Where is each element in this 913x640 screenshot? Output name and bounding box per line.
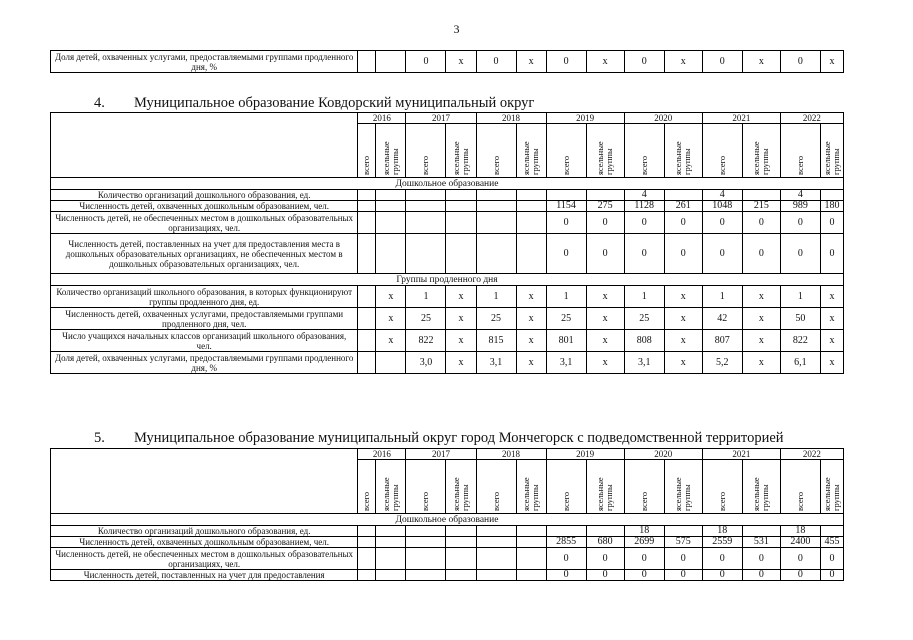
table-cell <box>358 570 376 581</box>
row-label: Численность детей, охваченных дошкольным образованием, чел. <box>51 201 358 212</box>
subheader-all-text: всего <box>361 491 372 511</box>
table-cell <box>406 212 446 234</box>
table-cell: 0 <box>742 548 780 570</box>
table-cell: 1 <box>546 286 586 308</box>
table-cell: 180 <box>820 201 843 212</box>
table-cell: 455 <box>820 537 843 548</box>
table-cell: 0 <box>820 570 843 581</box>
table-cell: x <box>742 51 780 73</box>
table-cell: x <box>446 330 476 352</box>
table-cell <box>358 526 376 537</box>
subheader-nursery-text: ясельные группы <box>751 476 771 511</box>
table-cell <box>358 537 376 548</box>
subheader-all-text: всего <box>638 491 649 511</box>
group-heading: Группы продленного дня <box>51 274 844 286</box>
table-cell <box>516 570 546 581</box>
table-cell: x <box>820 51 843 73</box>
table-cell: 0 <box>780 234 820 274</box>
table-cell: 1 <box>476 286 516 308</box>
table-cell <box>406 526 446 537</box>
table-cell: 808 <box>624 330 664 352</box>
table-cell <box>586 190 624 201</box>
table-cell: 0 <box>702 51 742 73</box>
table-cell: 215 <box>742 201 780 212</box>
table-cell: 0 <box>742 212 780 234</box>
table-cell: 0 <box>664 548 702 570</box>
row-label: Численность детей, охваченных дошкольным образованием, чел. <box>51 537 358 548</box>
table-cell: 0 <box>702 570 742 581</box>
table-cell: x <box>742 330 780 352</box>
group-heading: Дошкольное образование <box>51 178 844 190</box>
subheader-nursery <box>820 460 843 514</box>
table-cell <box>516 201 546 212</box>
table-cell: 0 <box>820 548 843 570</box>
table-cell: x <box>586 330 624 352</box>
row-label: Численность детей, не обеспеченных местом в дошкольных образовательных организациях, чел. <box>51 548 358 570</box>
subheader-all <box>406 460 446 514</box>
year-header: 2020 <box>624 449 702 460</box>
table-cell <box>546 526 586 537</box>
section-5-heading <box>94 430 784 447</box>
table-cell: x <box>742 286 780 308</box>
row-label: Количество организаций дошкольного образования, ед. <box>51 190 358 201</box>
year-header: 2018 <box>476 113 546 124</box>
header-row-years <box>51 449 844 460</box>
header-label-cell <box>51 113 358 178</box>
table-cell: 0 <box>546 234 586 274</box>
table-cell: 2559 <box>702 537 742 548</box>
row-label: Доля детей, охваченных услугами, предоставляемыми группами продленного дня, % <box>51 51 358 73</box>
table-cell <box>376 234 406 274</box>
table-cell: x <box>820 286 843 308</box>
table-cell: 2855 <box>546 537 586 548</box>
table-cell: 25 <box>624 308 664 330</box>
table-cell: 42 <box>702 308 742 330</box>
table-cell <box>406 548 446 570</box>
table-cell: 0 <box>780 212 820 234</box>
row-label: Численность детей, поставленных на учет для предоставления <box>51 570 358 581</box>
table-cell: 1 <box>780 286 820 308</box>
subheader-all-text: всего <box>716 155 727 175</box>
subheader-nursery <box>586 460 624 514</box>
subheader-all-text: всего <box>638 155 649 175</box>
table-cell: x <box>586 352 624 374</box>
table-cell: 4 <box>702 190 742 201</box>
table-cell: 275 <box>586 201 624 212</box>
table-cell: 0 <box>586 570 624 581</box>
table-cell: 0 <box>624 51 664 73</box>
table-row <box>51 352 844 374</box>
year-header: 2019 <box>546 113 624 124</box>
section-5-title: Муниципальное образование муниципальный округ город Мончегорск с подведомственной территорией <box>134 430 784 446</box>
section-5-number: 5. <box>94 430 105 446</box>
page-number: 3 <box>453 22 460 36</box>
subheader-nursery <box>820 124 843 178</box>
table-cell: 0 <box>624 548 664 570</box>
subheader-nursery <box>446 124 476 178</box>
subheader-nursery-text: ясельные группы <box>751 140 771 175</box>
subheader-nursery <box>376 124 406 178</box>
table-cell: 0 <box>624 570 664 581</box>
table-cell <box>476 212 516 234</box>
table-cell: 3,1 <box>624 352 664 374</box>
table-cell: 0 <box>664 570 702 581</box>
table-cell <box>358 51 376 73</box>
subheader-nursery-text: ясельные группы <box>380 140 400 175</box>
table-row <box>51 548 844 570</box>
table-cell: 1 <box>624 286 664 308</box>
table-cell: 0 <box>780 548 820 570</box>
table-cell <box>376 51 406 73</box>
table-cell: 0 <box>742 234 780 274</box>
table-cell: 1 <box>406 286 446 308</box>
table-cell: 0 <box>546 51 586 73</box>
table-cell: 0 <box>664 234 702 274</box>
table-cell <box>516 212 546 234</box>
year-header: 2017 <box>406 449 476 460</box>
table-cell <box>446 570 476 581</box>
table-cell: 1154 <box>546 201 586 212</box>
table-cell: x <box>376 286 406 308</box>
table-cell: 531 <box>742 537 780 548</box>
table-cell <box>476 548 516 570</box>
table-cell: 822 <box>780 330 820 352</box>
subheader-nursery <box>376 460 406 514</box>
table-cell <box>476 234 516 274</box>
table-row <box>51 286 844 308</box>
subheader-all-text: всего <box>794 491 805 511</box>
subheader-all-text: всего <box>560 491 571 511</box>
table-cell: 0 <box>476 51 516 73</box>
table-cell <box>476 526 516 537</box>
table-cell: 18 <box>702 526 742 537</box>
year-header: 2021 <box>702 113 780 124</box>
row-label: Количество организаций школьного образования, в которых функционируют группы продленного дня, ед. <box>51 286 358 308</box>
table-cell <box>516 526 546 537</box>
table-cell: 989 <box>780 201 820 212</box>
table-section-4 <box>50 112 844 374</box>
table-row <box>51 570 844 581</box>
table-cell <box>586 526 624 537</box>
row-label: Количество организаций дошкольного образования, ед. <box>51 526 358 537</box>
table-cell <box>664 526 702 537</box>
table-cell <box>446 190 476 201</box>
table-cell <box>376 526 406 537</box>
table-cell: 815 <box>476 330 516 352</box>
table-cell: 0 <box>820 212 843 234</box>
subheader-all <box>358 124 376 178</box>
subheader-nursery <box>742 460 780 514</box>
table-cell: 801 <box>546 330 586 352</box>
group-heading: Дошкольное образование <box>51 514 844 526</box>
subheader-nursery-text: ясельные группы <box>595 140 615 175</box>
subheader-nursery <box>516 460 546 514</box>
table-cell <box>376 212 406 234</box>
subheader-nursery-text: ясельные группы <box>821 476 841 511</box>
table-cell <box>446 234 476 274</box>
table-cell: x <box>664 286 702 308</box>
subheader-all-text: всего <box>420 155 431 175</box>
subheader-nursery-text: ясельные группы <box>673 476 693 511</box>
table-cell: 0 <box>546 570 586 581</box>
table-cell: 4 <box>624 190 664 201</box>
table-cell: 5,2 <box>702 352 742 374</box>
table-cell: x <box>516 308 546 330</box>
subheader-all <box>780 124 820 178</box>
table-cell: x <box>664 330 702 352</box>
table-cell: 0 <box>702 212 742 234</box>
table-cell: 680 <box>586 537 624 548</box>
table-cell: 0 <box>742 570 780 581</box>
year-header: 2016 <box>358 113 406 124</box>
table-cell <box>376 548 406 570</box>
table-cell: 18 <box>780 526 820 537</box>
table-cell <box>476 537 516 548</box>
subheader-nursery-text: ясельные группы <box>521 140 541 175</box>
table-cell: x <box>376 330 406 352</box>
table-cell: 0 <box>702 548 742 570</box>
subheader-all <box>476 460 516 514</box>
table-cell: 1048 <box>702 201 742 212</box>
table-row <box>51 212 844 234</box>
section-4-title: Муниципальное образование Ковдорский муниципальный округ <box>134 95 535 111</box>
year-header: 2019 <box>546 449 624 460</box>
subheader-all <box>476 124 516 178</box>
table-cell <box>516 537 546 548</box>
subheader-all <box>406 124 446 178</box>
table-cell: 575 <box>664 537 702 548</box>
year-header: 2017 <box>406 113 476 124</box>
table-cell: 3,0 <box>406 352 446 374</box>
subheader-nursery <box>664 460 702 514</box>
table-cell <box>516 234 546 274</box>
table-cell: 1 <box>702 286 742 308</box>
table-cell: x <box>516 352 546 374</box>
table-row <box>51 330 844 352</box>
table-cell: x <box>446 51 476 73</box>
table-cell: x <box>376 308 406 330</box>
table-row <box>51 201 844 212</box>
table-cell <box>376 537 406 548</box>
table-row <box>51 234 844 274</box>
table-cell: 0 <box>586 212 624 234</box>
table-cell: 25 <box>406 308 446 330</box>
table-cell: 2400 <box>780 537 820 548</box>
table-cell <box>406 570 446 581</box>
table-cell: x <box>586 308 624 330</box>
table-cell <box>664 190 702 201</box>
table-cell: 0 <box>546 212 586 234</box>
table-cell: x <box>586 51 624 73</box>
subheader-nursery-text: ясельные группы <box>595 476 615 511</box>
table-cell: 0 <box>780 570 820 581</box>
table-cell: 4 <box>780 190 820 201</box>
table-cell: x <box>820 330 843 352</box>
subheader-all <box>702 124 742 178</box>
table-continuation <box>50 50 844 73</box>
table-cell: 25 <box>476 308 516 330</box>
table-cell: 0 <box>546 548 586 570</box>
table-cell <box>446 212 476 234</box>
group-row <box>51 274 844 286</box>
section-4-number: 4. <box>94 95 105 111</box>
table-cell: 2699 <box>624 537 664 548</box>
year-header: 2020 <box>624 113 702 124</box>
table-cell: 3,1 <box>546 352 586 374</box>
table-cell <box>358 234 376 274</box>
table-cell: x <box>664 352 702 374</box>
table-cell: 0 <box>624 234 664 274</box>
table-cell: x <box>664 51 702 73</box>
subheader-all <box>702 460 742 514</box>
table-cell: 0 <box>586 548 624 570</box>
header-row-years <box>51 113 844 124</box>
year-header: 2018 <box>476 449 546 460</box>
table-cell: 261 <box>664 201 702 212</box>
table-cell <box>476 570 516 581</box>
table-cell <box>358 308 376 330</box>
table-cell <box>406 190 446 201</box>
table-section-5 <box>50 448 844 581</box>
subheader-nursery-text: ясельные группы <box>521 476 541 511</box>
subheader-nursery <box>742 124 780 178</box>
table-cell <box>446 537 476 548</box>
table-cell <box>376 352 406 374</box>
table-row <box>51 190 844 201</box>
table-row <box>51 51 844 73</box>
subheader-all-text: всего <box>361 155 372 175</box>
table-cell: x <box>664 308 702 330</box>
table-row <box>51 308 844 330</box>
table-cell <box>446 526 476 537</box>
row-label: Доля детей, охваченных услугами, предоставляемыми группами продленного дня, % <box>51 352 358 374</box>
table-cell <box>358 190 376 201</box>
table-cell: x <box>742 308 780 330</box>
table-cell <box>476 190 516 201</box>
header-label-cell <box>51 449 358 514</box>
table-cell: 6,1 <box>780 352 820 374</box>
table-cell: 0 <box>624 212 664 234</box>
table-cell: 50 <box>780 308 820 330</box>
table-cell <box>742 526 780 537</box>
table-cell <box>406 234 446 274</box>
year-header: 2022 <box>780 449 843 460</box>
table-cell <box>742 190 780 201</box>
group-row <box>51 514 844 526</box>
table-cell <box>476 201 516 212</box>
table-cell: 18 <box>624 526 664 537</box>
year-header: 2022 <box>780 113 843 124</box>
table-cell: x <box>820 308 843 330</box>
table-cell <box>358 330 376 352</box>
subheader-all <box>780 460 820 514</box>
table-cell: x <box>516 286 546 308</box>
subheader-nursery <box>516 124 546 178</box>
subheader-nursery <box>664 124 702 178</box>
group-row <box>51 178 844 190</box>
table-cell: 0 <box>664 212 702 234</box>
subheader-all <box>546 460 586 514</box>
subheader-nursery-text: ясельные группы <box>450 140 470 175</box>
subheader-all <box>624 124 664 178</box>
row-label: Численность детей, поставленных на учет для предоставления места в дошкольных образовательных организациях, не обеспеченных местом в дошкольных образовательных организациях, чел. <box>51 234 358 274</box>
table-cell: 25 <box>546 308 586 330</box>
table-cell <box>820 526 843 537</box>
table-cell <box>376 201 406 212</box>
subheader-nursery <box>446 460 476 514</box>
table-cell <box>358 286 376 308</box>
table-cell: x <box>516 330 546 352</box>
table-row <box>51 537 844 548</box>
subheader-all <box>624 460 664 514</box>
section-4-heading <box>94 95 534 112</box>
subheader-all-text: всего <box>420 491 431 511</box>
table-cell: x <box>446 308 476 330</box>
table-cell: x <box>446 352 476 374</box>
year-header: 2016 <box>358 449 406 460</box>
row-label: Численность детей, не обеспеченных местом в дошкольных образовательных организациях, чел. <box>51 212 358 234</box>
table-cell: x <box>586 286 624 308</box>
subheader-nursery-text: ясельные группы <box>821 140 841 175</box>
table-cell: 822 <box>406 330 446 352</box>
table-cell <box>406 537 446 548</box>
table-row <box>51 526 844 537</box>
table-cell <box>406 201 446 212</box>
table-cell: 0 <box>586 234 624 274</box>
subheader-nursery <box>586 124 624 178</box>
subheader-all-text: всего <box>716 491 727 511</box>
table-cell: 0 <box>702 234 742 274</box>
table-cell: x <box>742 352 780 374</box>
subheader-all-text: всего <box>560 155 571 175</box>
subheader-all <box>546 124 586 178</box>
table-cell <box>820 190 843 201</box>
table-cell: x <box>820 352 843 374</box>
table-cell <box>516 190 546 201</box>
table-cell <box>358 212 376 234</box>
table-cell: 0 <box>820 234 843 274</box>
table-cell <box>358 352 376 374</box>
table-cell: 0 <box>406 51 446 73</box>
table-cell <box>358 548 376 570</box>
table-cell <box>516 548 546 570</box>
table-cell <box>446 201 476 212</box>
subheader-all-text: всего <box>490 491 501 511</box>
table-cell: 1128 <box>624 201 664 212</box>
table-cell <box>446 548 476 570</box>
table-cell <box>546 190 586 201</box>
row-label: Численность детей, охваченных услугами, предоставляемыми группами продленного дня, чел. <box>51 308 358 330</box>
year-header: 2021 <box>702 449 780 460</box>
table-cell: x <box>446 286 476 308</box>
table-cell <box>376 570 406 581</box>
subheader-nursery-text: ясельные группы <box>673 140 693 175</box>
row-label: Число учащихся начальных классов организаций школьного образования, чел. <box>51 330 358 352</box>
table-cell: x <box>516 51 546 73</box>
table-cell <box>376 190 406 201</box>
table-cell <box>358 201 376 212</box>
subheader-nursery-text: ясельные группы <box>450 476 470 511</box>
subheader-all <box>358 460 376 514</box>
table-cell: 3,1 <box>476 352 516 374</box>
table-cell: 0 <box>780 51 820 73</box>
subheader-nursery-text: ясельные группы <box>380 476 400 511</box>
subheader-all-text: всего <box>794 155 805 175</box>
table-cell: 807 <box>702 330 742 352</box>
subheader-all-text: всего <box>490 155 501 175</box>
